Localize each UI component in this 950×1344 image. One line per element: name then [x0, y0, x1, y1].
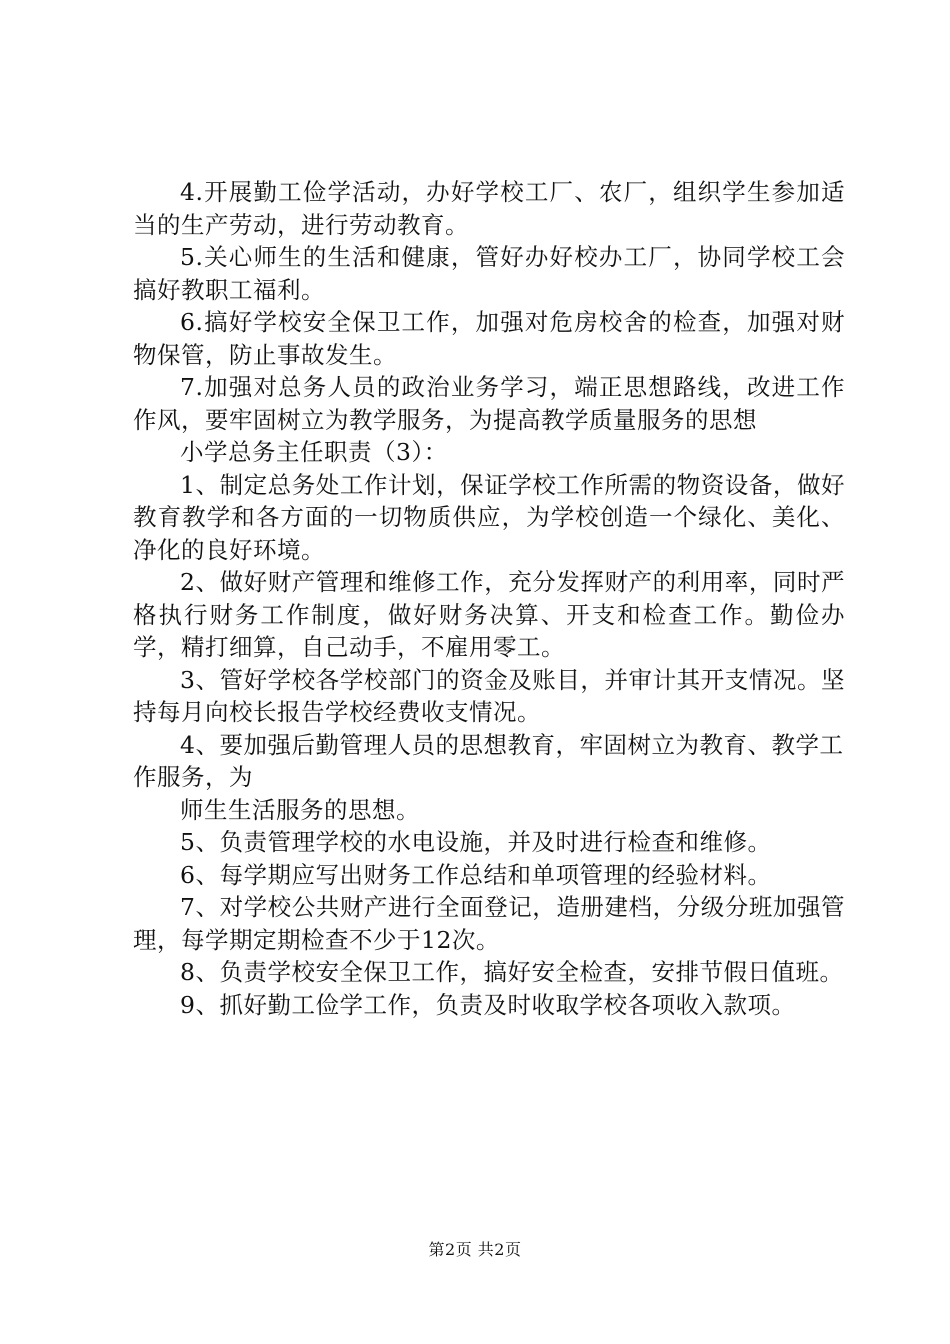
paragraph-item-5: 5.关心师生的生活和健康，管好办好校办工厂，协同学校工会搞好教职工福利。	[133, 243, 845, 304]
duty-item-6: 6、每学期应写出财务工作总结和单项管理的经验材料。	[180, 860, 772, 889]
duty-item-8: 8、负责学校安全保卫工作，搞好安全检查，安排节假日值班。	[180, 958, 844, 986]
paragraph-item-7: 7.加强对总务人员的政治业务学习，端正思想路线，改进工作作风，要牢固树立为教学服务，为提高教学质量服务的思想	[133, 373, 845, 434]
paragraph-item-4: 4.开展勤工俭学活动，办好学校工厂、农厂，组织学生参加适当的生产劳动，进行劳动教育。	[133, 178, 845, 239]
duty-item-1: 1、制定总务处工作计划，保证学校工作所需的物资设备，做好教育教学和各方面的一切物质供应，为学校创造一个绿化、美化、净化的良好环境。	[133, 470, 845, 564]
page-footer	[0, 1240, 950, 1260]
section-heading: 小学总务主任职责（3）：	[180, 438, 448, 466]
paragraph-item-6: 6.搞好学校安全保卫工作，加强对危房校舍的检查，加强对财物保管，防止事故发生。	[133, 308, 845, 369]
duty-item-3: 3、管好学校各学校部门的资金及账目，并审计其开支情况。坚持每月向校长报告学校经费收支情况。	[133, 665, 845, 726]
page-number-label: 第2页 共2页	[428, 1240, 522, 1259]
document-body	[133, 176, 845, 1021]
duty-item-4-continued: 师生生活服务的思想。	[180, 795, 420, 824]
duty-item-5: 5、负责管理学校的水电设施，并及时进行检查和维修。	[180, 828, 772, 856]
duty-item-4: 4、要加强后勤管理人员的思想教育，牢固树立为教育、教学工作服务，为	[133, 730, 844, 791]
duty-item-7: 7、对学校公共财产进行全面登记，造册建档，分级分班加强管理，每学期定期检查不少于12次。	[133, 893, 845, 954]
duty-item-9: 9、抓好勤工俭学工作，负责及时收取学校各项收入款项。	[180, 990, 796, 1019]
duty-item-2: 2、做好财产管理和维修工作，充分发挥财产的利用率，同时严格执行财务工作制度，做好财务决算、开支和检查工作。勤俭办学，精打细算，自己动手，不雇用零工。	[133, 568, 845, 661]
